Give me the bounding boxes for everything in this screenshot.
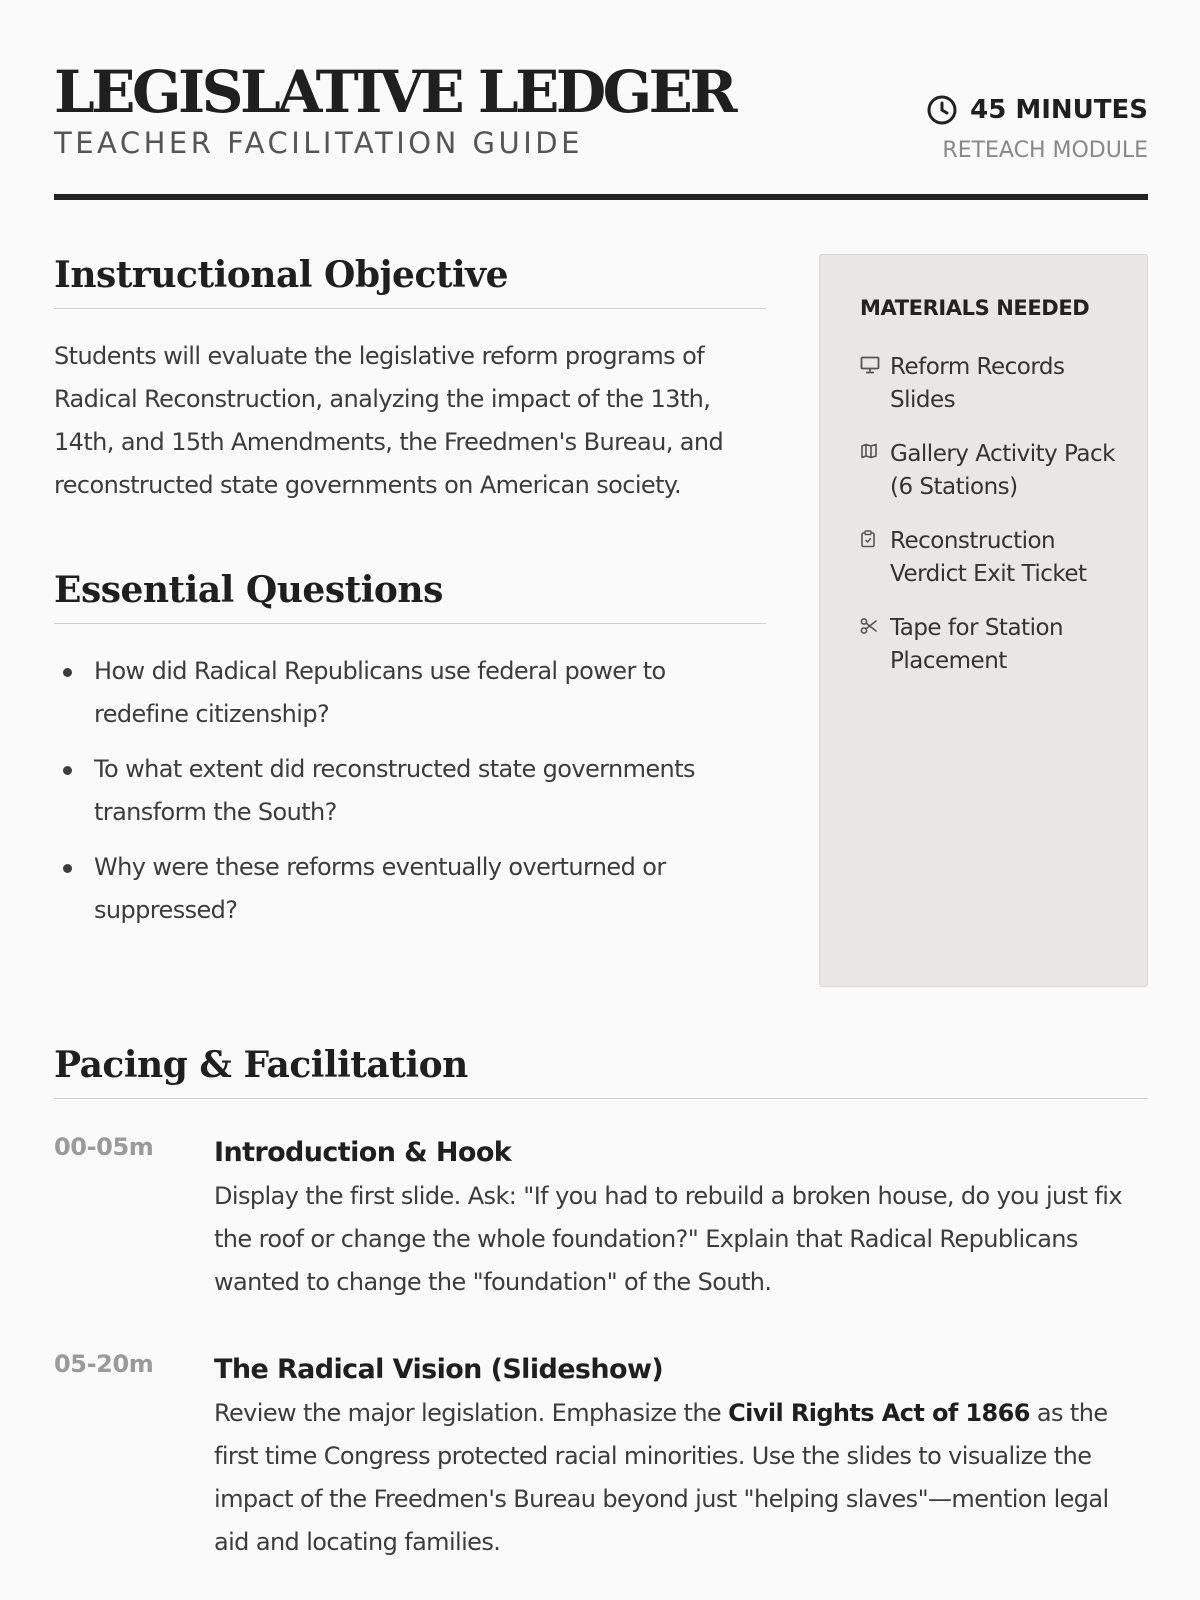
material-item [860,438,1127,504]
objective-text: Students will evaluate the legislative reform programs of Radical Reconstruction, analyzing the impact of the 13th, 14th, and 15th Amendments, the Freedmen's Bureau, and reconstructed state governments on American society. [54,342,724,499]
pacing-heading: Pacing & Facilitation [54,1040,1148,1099]
clock-icon [926,94,958,126]
page-title: LEGISLATIVE LEDGER [54,58,735,126]
questions-heading: Essential Questions [54,565,766,624]
step-title: Introduction & Hook [214,1137,512,1168]
monitor-icon [860,351,890,374]
step-description-emphasis: Civil Rights Act of 1866 [728,1399,1030,1427]
material-item [860,525,1127,591]
step-body [214,1350,1148,1564]
question-item [54,748,766,834]
material-label: Reconstruction Verdict Exit Ticket [890,528,1087,587]
pacing-section [54,1040,1148,1564]
clipboard-icon [860,525,890,548]
objective-heading: Instructional Objective [54,250,766,309]
step-description-part: as the first time Congress protected racial minorities. Use the slides to visualize the impact of the Freedmen's Bureau beyond just "helping slaves"—mention legal aid and locating families. [214,1399,1109,1556]
map-icon [860,438,890,459]
materials-list [860,351,1127,678]
material-label: Gallery Activity Pack (6 Stations) [890,441,1115,500]
material-item [860,351,1127,417]
question-item [54,846,766,932]
question-item [54,650,766,736]
materials-title: MATERIALS NEEDED [860,296,1090,320]
pacing-step [54,1350,1148,1564]
step-description [214,1392,1148,1564]
bullet-icon [63,766,72,775]
bullet-icon [63,668,72,677]
material-item [860,612,1127,678]
question-text: How did Radical Republicans use federal power to redefine citizenship? [94,657,666,728]
pacing-step [54,1133,1148,1304]
bullet-icon [63,864,72,873]
step-body [214,1133,1148,1304]
questions-list [54,650,766,932]
material-label: Reform Records Slides [890,354,1065,413]
step-title: The Radical Vision (Slideshow) [214,1354,664,1385]
step-description: Display the first slide. Ask: "If you had to rebuild a broken house, do you just fix the roof or change the whole foundation?" Explain that Radical Republicans wanted to change the "foundation" of the South. [214,1182,1122,1296]
question-text: Why were these reforms eventually overturned or suppressed? [94,853,666,924]
question-text: To what extent did reconstructed state governments transform the South? [94,755,695,826]
duration-label [926,92,1148,128]
page-header [54,58,1148,200]
module-label: RETEACH MODULE [942,138,1148,163]
material-label: Tape for Station Placement [890,615,1064,674]
duration-text: 45 MINUTES [970,95,1148,125]
step-time: 00-05m [54,1133,154,1161]
step-time: 05-20m [54,1350,154,1378]
materials-panel [819,254,1148,987]
main-column [54,250,766,944]
page-subtitle: TEACHER FACILITATION GUIDE [54,126,583,160]
guide-page [54,0,1148,1600]
scissors-icon [860,612,890,635]
step-description-part: Review the major legislation. Emphasize the [214,1399,729,1427]
